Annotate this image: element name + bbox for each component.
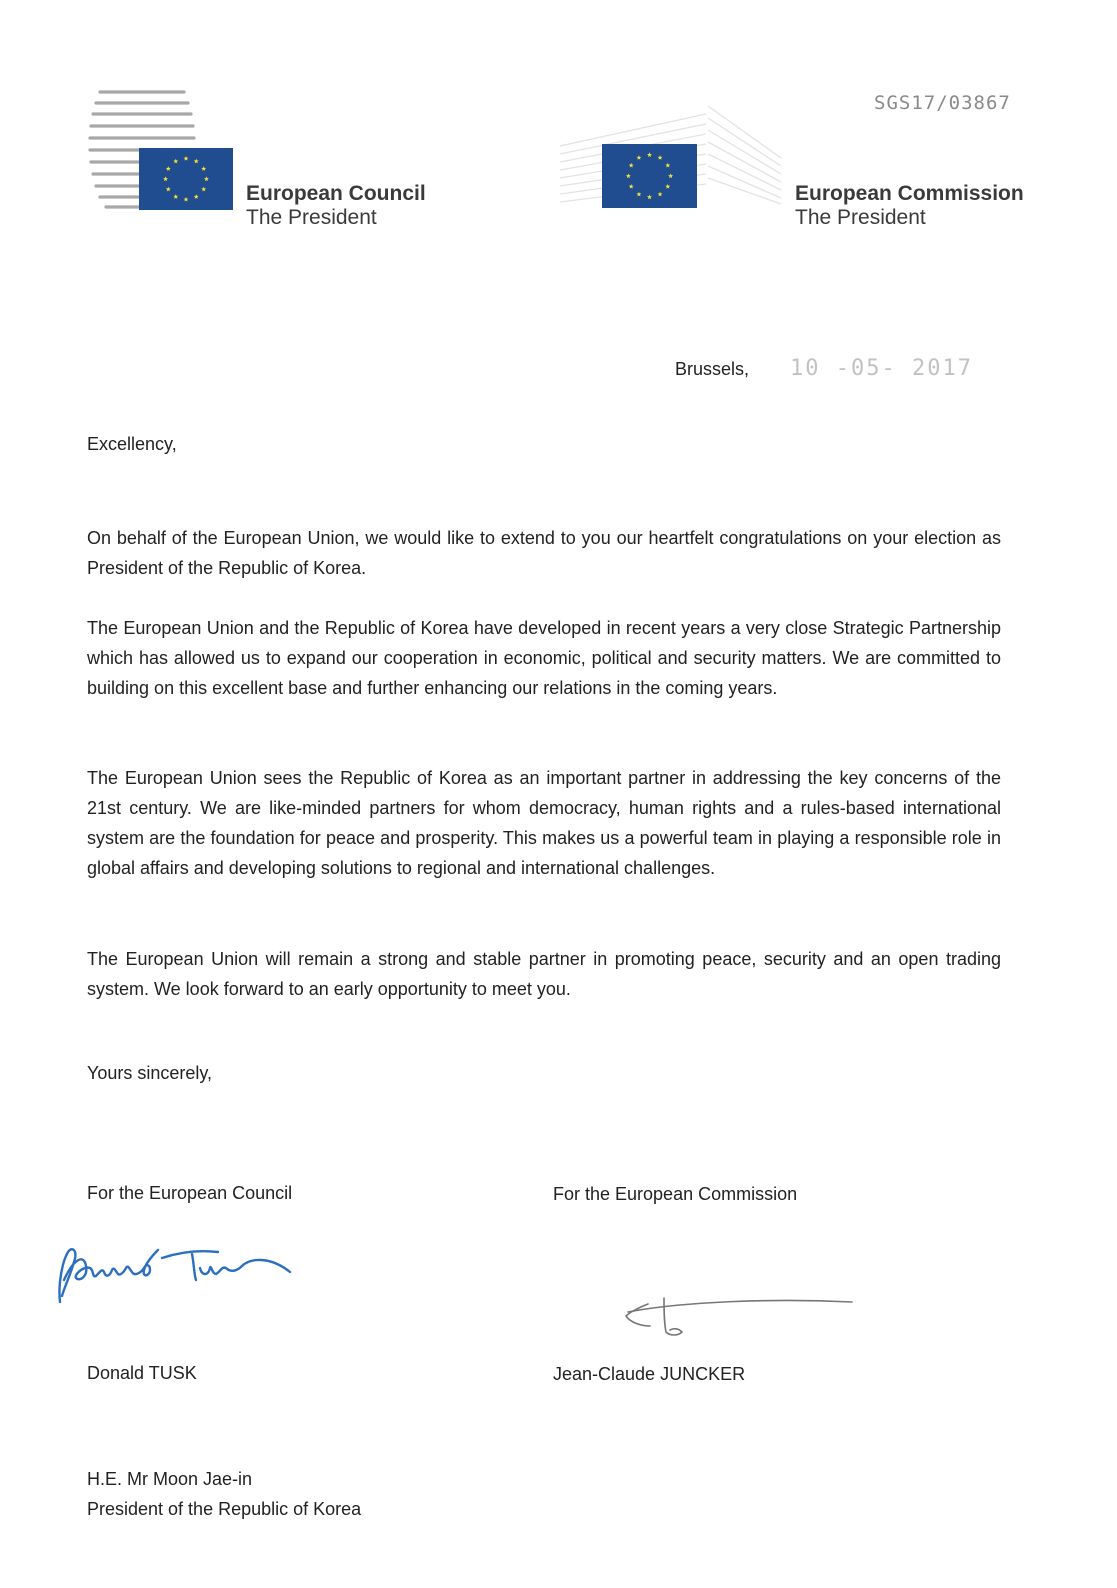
salutation: Excellency, <box>87 434 177 454</box>
eu-star-icon <box>636 155 641 160</box>
tusk-signature-icon <box>50 1240 340 1310</box>
addressee-name: H.E. Mr Moon Jae-in <box>87 1469 253 1489</box>
eu-star-icon <box>626 173 631 178</box>
eu-star-icon <box>629 163 634 168</box>
juncker-signature-icon <box>620 1290 860 1350</box>
date-stamp: 10 -05- 2017 <box>790 356 973 381</box>
eu-star-icon <box>173 194 178 199</box>
eu-star-icon <box>194 159 199 164</box>
eu-star-icon <box>166 187 171 192</box>
eu-flag-icon <box>139 148 233 210</box>
eu-star-icon <box>173 159 178 164</box>
eu-star-icon <box>647 195 652 200</box>
eu-star-icon <box>658 155 663 160</box>
council-subtitle: The President <box>246 206 377 229</box>
eu-star-icon <box>629 184 634 189</box>
council-title: European Council <box>246 182 426 205</box>
commission-title: European Commission <box>795 182 1024 205</box>
eu-star-icon <box>194 194 199 199</box>
body-paragraph: On behalf of the European Union, we would like to extend to you our heartfelt congratulations on your election as President of the Republic of Korea. <box>87 528 1001 578</box>
signatory-council-label: For the European Council <box>87 1183 293 1203</box>
body-paragraph: The European Union will remain a strong and stable partner in promoting peace, security and an open trading system. We look forward to an early opportunity to meet you. <box>87 949 1001 999</box>
signatory-council-name: Donald TUSK <box>87 1363 197 1383</box>
commission-subtitle: The President <box>795 206 926 229</box>
closing: Yours sincerely, <box>87 1063 213 1083</box>
eu-star-icon <box>665 184 670 189</box>
body-paragraph: The European Union and the Republic of Korea have developed in recent years a very close Strategic Partnership which has allowed us to expand our cooperation in economic, political and security matters. We are committed to building on this excellent base and further enhancing our relations in the coming years. <box>87 618 1001 698</box>
eu-star-icon <box>665 163 670 168</box>
signatory-commission-label: For the European Commission <box>553 1184 798 1204</box>
eu-star-icon <box>201 166 206 171</box>
place-label: Brussels, <box>675 359 750 379</box>
eu-star-icon <box>658 192 663 197</box>
eu-star-icon <box>668 173 673 178</box>
eu-star-icon <box>163 176 168 181</box>
eu-star-icon <box>636 192 641 197</box>
body-paragraph: The European Union sees the Republic of Korea as an important partner in addressing the key concerns of the 21st century. We are like-minded partners for whom democracy, human rights and a rules-based international system are the foundation for peace and prosperity. This makes us a powerful team in playing a responsible role in global affairs and developing solutions to regional and international challenges. <box>87 768 1001 878</box>
addressee-title: President of the Republic of Korea <box>87 1499 362 1519</box>
signatory-commission-name: Jean-Claude JUNCKER <box>553 1364 746 1384</box>
eu-star-icon <box>204 176 209 181</box>
european-council-logo <box>86 86 236 214</box>
european-commission-logo <box>556 100 786 210</box>
eu-star-icon <box>647 152 652 157</box>
eu-star-icon <box>184 197 189 202</box>
eu-star-icon <box>166 166 171 171</box>
eu-star-icon <box>201 187 206 192</box>
eu-flag-icon <box>602 144 697 208</box>
reference-number: SGS17/03867 <box>874 92 1011 114</box>
eu-star-icon <box>184 156 189 161</box>
